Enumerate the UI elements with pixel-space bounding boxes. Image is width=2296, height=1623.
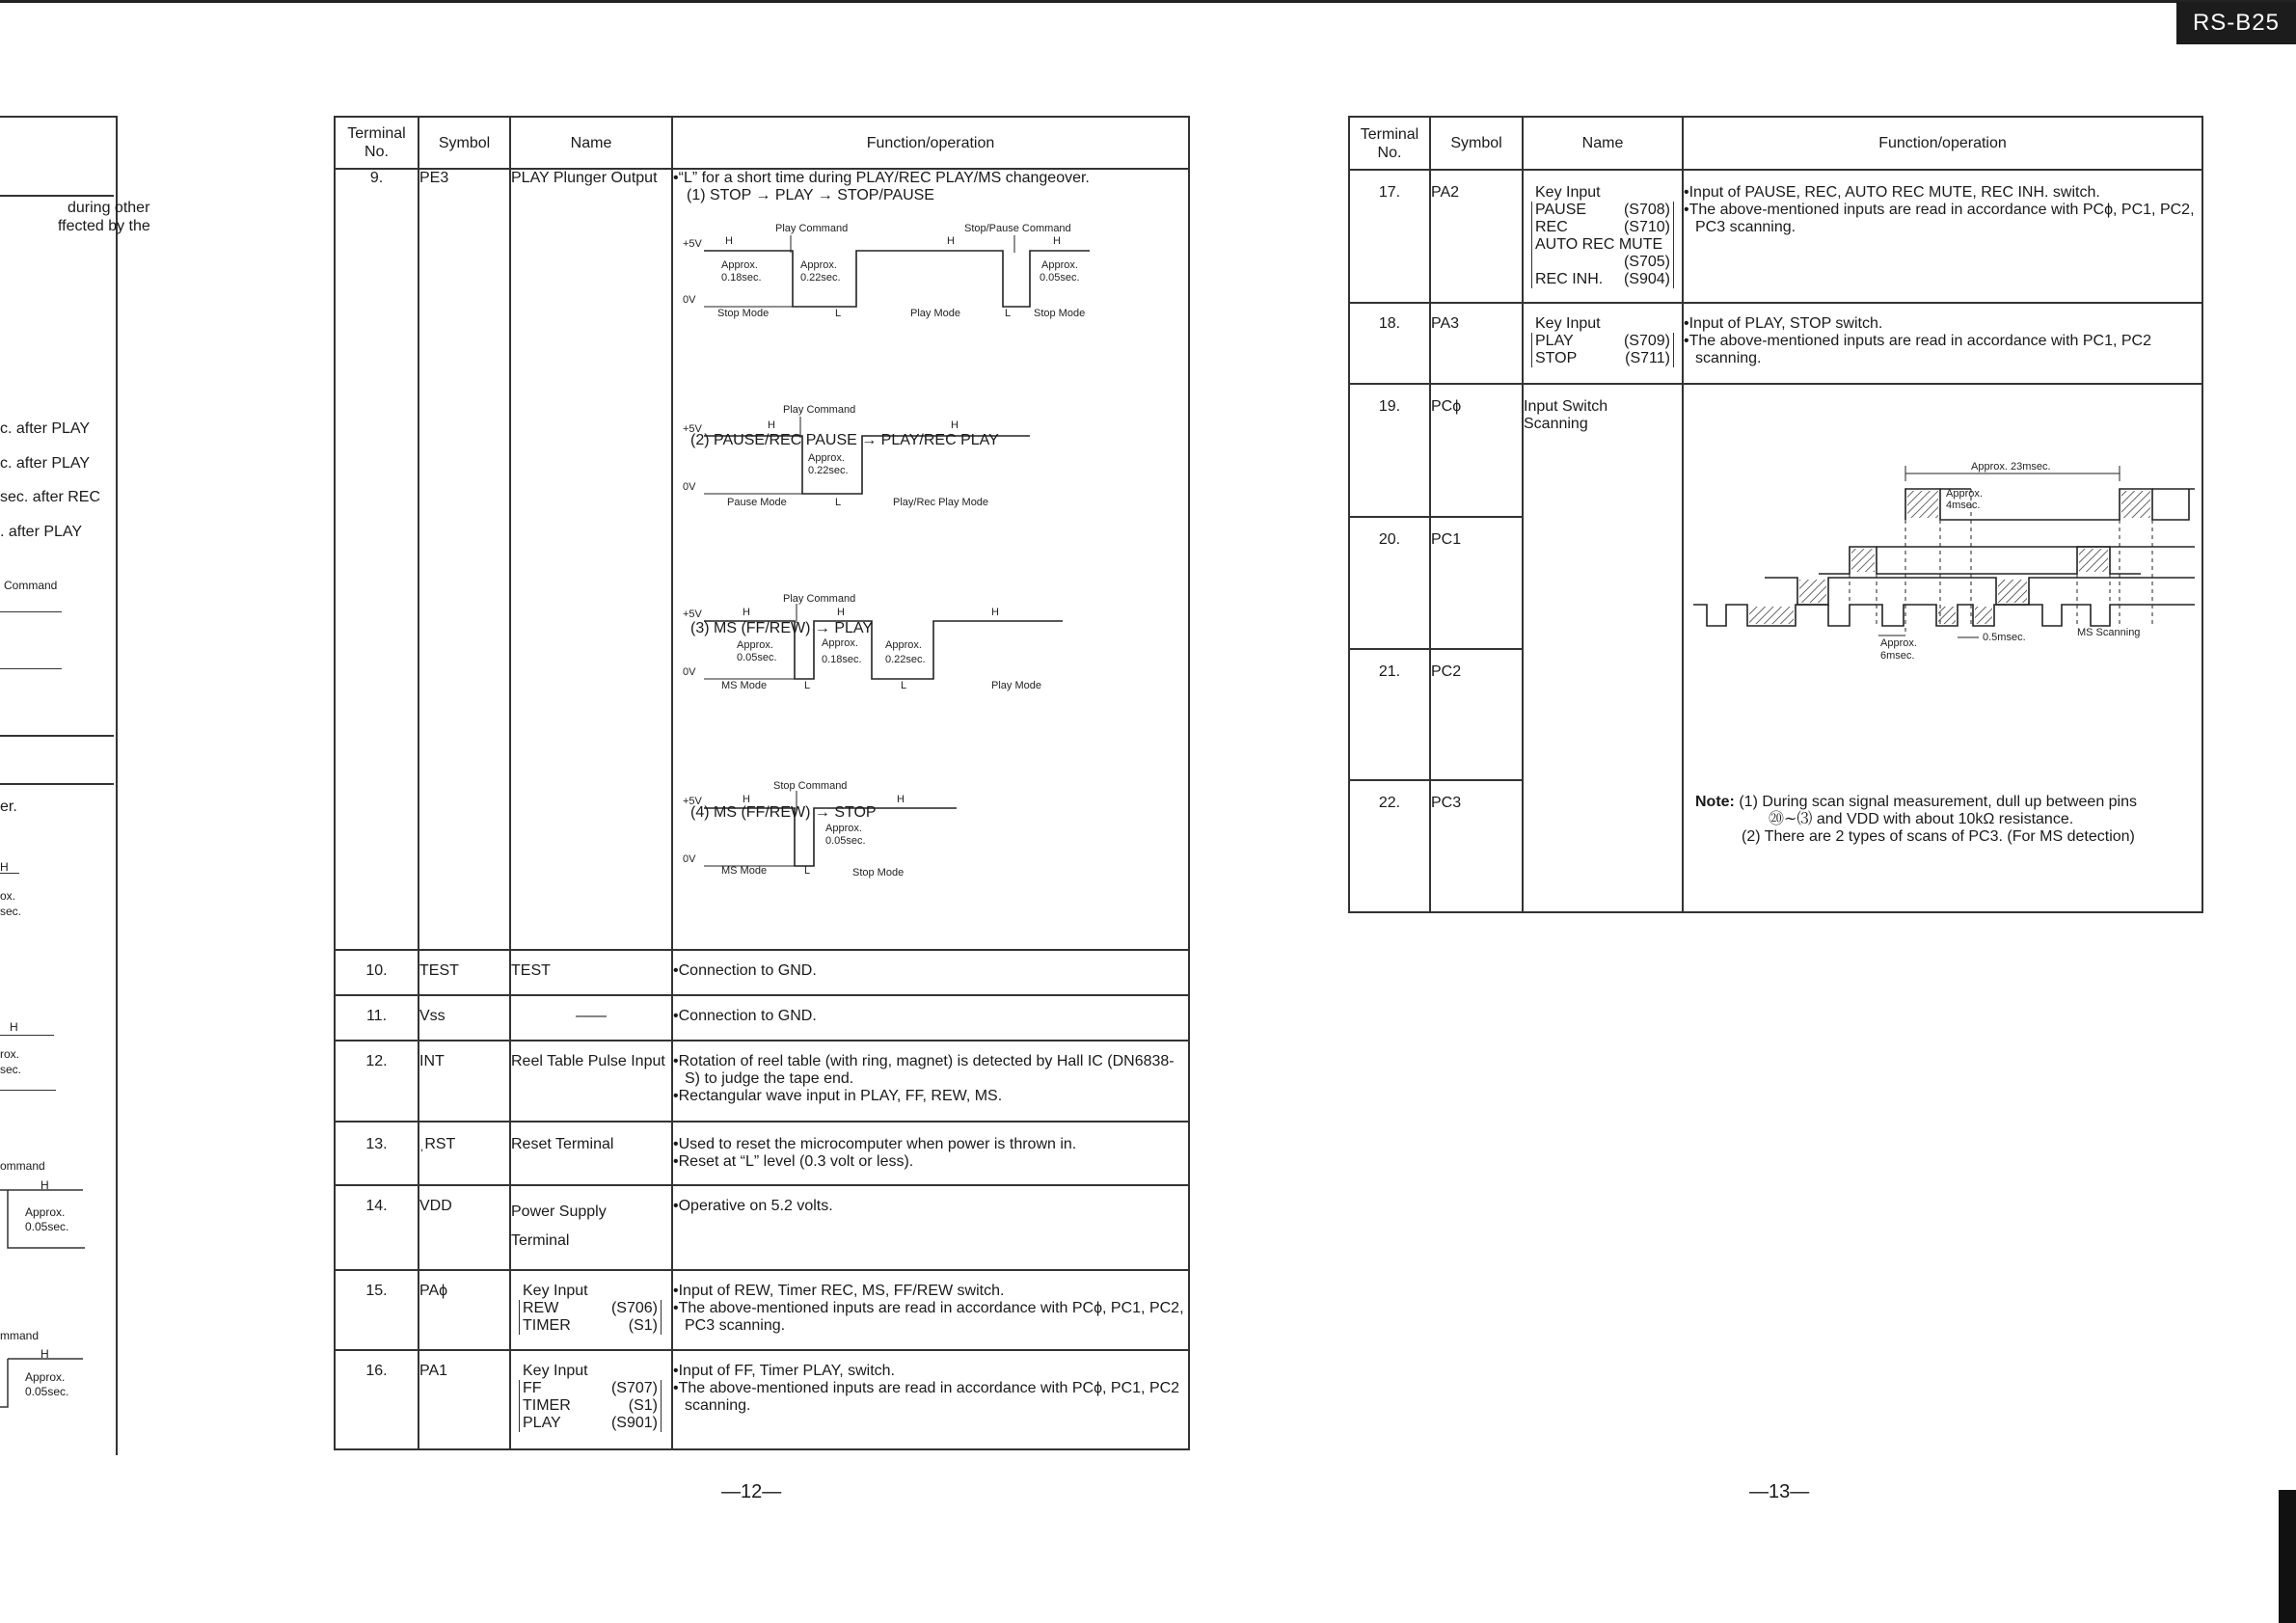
function-cell [672, 169, 1189, 950]
table-row [1349, 384, 2202, 517]
key-ref: (S710) [1623, 219, 1670, 235]
fragment-text: Command [4, 579, 58, 592]
name-line: Terminal [511, 1232, 570, 1249]
previous-page-fragment [0, 116, 118, 1455]
fragment-text: c. after PLAY [0, 420, 91, 437]
wave-label: H [991, 607, 999, 618]
terminal-number: 15. [335, 1270, 419, 1350]
note-label: Note: [1695, 794, 1735, 810]
wave-label: Approx. [825, 823, 862, 834]
key-list [1531, 202, 1674, 288]
wave-label: Stop Command [773, 780, 848, 792]
wave-label: L [901, 680, 907, 691]
function-text: • Rotation of reel table (with ring, magnet) is detected by Hall IC (DN6838-S) to judge the tape end. [673, 1053, 1188, 1088]
terminal-name [510, 1185, 672, 1270]
plunger-timing-diagrams [683, 220, 1184, 972]
fragment-text: Approx. [25, 1370, 66, 1384]
wave-label: L [835, 497, 842, 508]
key-ref: (S705) [1623, 254, 1670, 270]
terminal-number: 21. [1349, 649, 1430, 780]
terminal-number: 22. [1349, 780, 1430, 912]
wave-label: MS Mode [721, 680, 768, 691]
table-row [335, 1122, 1189, 1185]
table-row [335, 995, 1189, 1041]
terminal-symbol: INT [419, 1041, 510, 1122]
terminal-symbol: VDD [419, 1185, 510, 1270]
function-text: • Input of REW, Timer REC, MS, FF/REW switch. [673, 1283, 1188, 1300]
wave-label: 0.22sec. [808, 465, 849, 476]
terminal-symbol: PAϕ [419, 1270, 510, 1350]
wave-label: Stop Mode [1034, 308, 1086, 319]
fragment-line [0, 1035, 54, 1036]
name-line: Key Input [1535, 315, 1601, 332]
function-text: • Operative on 5.2 volts. [673, 1198, 1188, 1215]
fragment-waveform [0, 1355, 87, 1413]
wave-label: Play/Rec Play Mode [893, 497, 989, 508]
wave-label: H [1053, 235, 1061, 247]
column-header: Name [1523, 117, 1683, 170]
page-number: —13— [1749, 1481, 1810, 1502]
key-name: PLAY [523, 1415, 561, 1431]
column-header: Name [510, 117, 672, 169]
terminal-symbol: TEST [419, 950, 510, 995]
wave-label: Play Command [783, 404, 856, 416]
wave-label: Approx. [808, 452, 845, 464]
key-ref: (S709) [1623, 333, 1670, 349]
key-list [519, 1300, 662, 1335]
function-cell [1683, 303, 2202, 384]
fragment-text: ox. [0, 889, 16, 903]
name-line: Key Input [523, 1283, 588, 1299]
scan-label: 6msec. [1880, 650, 1915, 662]
wave-label: 0.18sec. [721, 272, 762, 284]
page-number: —12— [721, 1481, 782, 1502]
function-cell [672, 1185, 1189, 1270]
wave-label: 0.18sec. [822, 654, 862, 665]
key-list [519, 1380, 662, 1432]
fragment-text: ommand [0, 1159, 45, 1173]
fragment-text: sec. after REC [0, 489, 101, 505]
terminal-number: 16. [335, 1350, 419, 1449]
name-line: Key Input [1535, 184, 1601, 201]
wave-label: Stop/Pause Command [964, 223, 1071, 234]
subtitle: (1) STOP → PLAY → STOP/PAUSE [687, 187, 934, 203]
wave-label: Stop Mode [717, 308, 770, 319]
note-line: ⑳∼⑶ and VDD with about 10kΩ resistance. [1769, 811, 2074, 827]
wave-label: +5V [683, 238, 702, 250]
wave-label: Play Mode [991, 680, 1041, 691]
terminal-number: 12. [335, 1041, 419, 1122]
name-line: Scanning [1524, 416, 1588, 432]
fragment-text: H [41, 1347, 49, 1361]
key-ref: (S708) [1623, 202, 1670, 218]
function-text: • Connection to GND. [673, 1008, 1188, 1025]
function-text: • Reset at “L” level (0.3 volt or less). [673, 1153, 1188, 1171]
name-line: Input Switch [1524, 398, 1608, 415]
terminal-number: 14. [335, 1185, 419, 1270]
terminal-symbol: ˌRST [419, 1122, 510, 1185]
wave-label: +5V [683, 423, 702, 435]
key-ref: (S904) [1623, 271, 1670, 287]
terminal-symbol: PA1 [419, 1350, 510, 1449]
fragment-text: sec. [0, 1063, 22, 1076]
function-cell [1683, 384, 2202, 912]
wave-label: L [1005, 308, 1012, 319]
wave-label: H [947, 235, 955, 247]
fragment-text: rox. [0, 1047, 20, 1061]
function-text: • Input of PAUSE, REC, AUTO REC MUTE, REC INH. switch. [1684, 184, 2201, 202]
fragment-text: ffected by the [58, 218, 150, 234]
wave-label: H [743, 607, 750, 618]
fragment-text: H [0, 860, 9, 874]
wave-label: L [804, 680, 811, 691]
fragment-text: Approx. [25, 1205, 66, 1219]
key-name: AUTO REC MUTE [1535, 236, 1663, 253]
key-ref: (S711) [1625, 350, 1670, 366]
table-row [335, 169, 1189, 950]
wave-label: 0.22sec. [885, 654, 926, 665]
terminal-table-page-13 [1348, 116, 2203, 913]
column-header: Symbol [1430, 117, 1523, 170]
terminal-table-page-12 [334, 116, 1190, 1450]
wave-label: +5V [683, 609, 702, 620]
scan-label: Approx. 23msec. [1971, 461, 2051, 473]
function-text: • The above-mentioned inputs are read in accordance with PCϕ, PC1, PC2, PC3 scanning. [1684, 202, 2201, 236]
subtitle: (3) MS (FF/REW) → PLAY [690, 620, 874, 636]
key-name: REC INH. [1535, 271, 1604, 287]
fragment-text: . after PLAY [0, 524, 83, 540]
terminal-symbol: PC1 [1430, 517, 1523, 649]
wave-label: Approx. [721, 259, 758, 271]
column-header: Function/operation [672, 117, 1189, 169]
function-text: • The above-mentioned inputs are read in accordance with PCϕ, PC1, PC2 scanning. [673, 1380, 1188, 1415]
wave-label: L [835, 308, 842, 319]
function-text: • The above-mentioned inputs are read in accordance with PC1, PC2 scanning. [1684, 333, 2201, 367]
function-cell [1683, 170, 2202, 303]
terminal-number: 17. [1349, 170, 1430, 303]
key-ref: (S707) [610, 1380, 658, 1396]
key-name: TIMER [523, 1397, 571, 1414]
fragment-text: 0.05sec. [25, 1220, 69, 1233]
terminal-number: 20. [1349, 517, 1430, 649]
wave-label: Approx. [885, 639, 922, 651]
key-ref: (S901) [610, 1415, 658, 1431]
table-row [1349, 303, 2202, 384]
wave-label: L [804, 865, 811, 877]
key-name: REW [523, 1300, 559, 1316]
function-text: • Input of PLAY, STOP switch. [1684, 315, 2201, 333]
wave-label: Approx. [737, 639, 773, 651]
column-header: Symbol [419, 117, 510, 169]
terminal-name [1523, 170, 1683, 303]
table-row [335, 1041, 1189, 1122]
edge-bar [2279, 1490, 2296, 1623]
fragment-text: sec. [0, 905, 22, 918]
wave-label: Stop Mode [852, 867, 905, 879]
table-header-row [335, 117, 1189, 169]
note-line: (1) During scan signal measurement, dull up between pins [1739, 794, 2138, 810]
terminal-number: 19. [1349, 384, 1430, 517]
terminal-name: Reel Table Pulse Input [510, 1041, 672, 1122]
terminal-number: 9. [335, 169, 419, 950]
wave-label: H [951, 419, 959, 431]
table-row [335, 1270, 1189, 1350]
terminal-symbol: PA2 [1430, 170, 1523, 303]
name-line: Key Input [523, 1363, 588, 1379]
fragment-line [0, 668, 62, 669]
terminal-name [510, 1270, 672, 1350]
terminal-name [510, 1350, 672, 1449]
column-header: Terminal No. [335, 117, 419, 169]
fragment-text: H [10, 1020, 18, 1034]
wave-label: H [897, 794, 905, 805]
function-text: • Connection to GND. [673, 962, 1188, 980]
wave-label: Play Mode [910, 308, 960, 319]
fragment-line [0, 611, 62, 612]
key-name: PLAY [1535, 333, 1574, 349]
fragment-text: 0.05sec. [25, 1385, 69, 1398]
top-rule [0, 0, 2296, 3]
column-header: Terminal No. [1349, 117, 1430, 170]
terminal-symbol: PA3 [1430, 303, 1523, 384]
wave-label: H [768, 419, 775, 431]
wave-label: H [725, 235, 733, 247]
key-name: STOP [1535, 350, 1578, 366]
terminal-name: Reset Terminal [510, 1122, 672, 1185]
function-text: • Used to reset the microcomputer when power is thrown in. [673, 1136, 1188, 1153]
wave-label: 0.05sec. [1040, 272, 1080, 284]
wave-label: Play Command [783, 593, 856, 605]
terminal-symbol: PC3 [1430, 780, 1523, 912]
table-row [335, 1350, 1189, 1449]
terminal-number: 10. [335, 950, 419, 995]
wave-label: H [837, 607, 845, 618]
terminal-name [1523, 384, 1683, 912]
scan-label: MS Scanning [2077, 627, 2141, 638]
wave-label: Approx. [1041, 259, 1078, 271]
key-ref: (S1) [628, 1317, 658, 1334]
wave-label: 0.22sec. [800, 272, 841, 284]
function-cell [672, 995, 1189, 1041]
terminal-symbol: PCϕ [1430, 384, 1523, 517]
fragment-line [0, 873, 19, 874]
wave-label: 0V [683, 294, 696, 306]
name-line: Power Supply [511, 1204, 607, 1220]
table-header-row [1349, 117, 2202, 170]
subtitle: (4) MS (FF/REW) → STOP [690, 804, 877, 821]
terminal-name: —— [510, 995, 672, 1041]
wave-label: 0V [683, 481, 696, 493]
terminal-name [1523, 303, 1683, 384]
function-text: • Input of FF, Timer PLAY, switch. [673, 1363, 1188, 1380]
key-name: TIMER [523, 1317, 571, 1334]
wave-label: MS Mode [721, 865, 768, 877]
function-cell [672, 1041, 1189, 1122]
wave-label: H [743, 794, 750, 805]
wave-label: 0V [683, 666, 696, 678]
terminal-symbol: PC2 [1430, 649, 1523, 780]
wave-label: Pause Mode [727, 497, 787, 508]
terminal-number: 11. [335, 995, 419, 1041]
key-ref: (S706) [610, 1300, 658, 1316]
wave-label: Play Command [775, 223, 849, 234]
key-list [1531, 333, 1674, 367]
wave-label: Approx. [822, 637, 858, 649]
fragment-text: er. [0, 798, 17, 815]
function-cell [672, 1270, 1189, 1350]
function-text: • “L” for a short time during PLAY/REC PLAY/MS changeover. [673, 170, 1188, 187]
terminal-number: 13. [335, 1122, 419, 1185]
key-ref: (S1) [628, 1397, 658, 1414]
scan-label: Approx. [1880, 637, 1917, 649]
scan-label: 0.5msec. [1983, 632, 2026, 643]
function-text: • Rectangular wave input in PLAY, FF, REW, MS. [673, 1088, 1188, 1105]
fragment-text: H [41, 1178, 49, 1192]
terminal-symbol: PE3 [419, 169, 510, 950]
model-tag: RS-B25 [2176, 2, 2296, 44]
key-name: REC [1535, 219, 1568, 235]
scan-note [1695, 794, 2197, 846]
terminal-number: 18. [1349, 303, 1430, 384]
note-line: (2) There are 2 types of scans of PC3. (For MS detection) [1742, 828, 2135, 845]
fragment-text: mmand [0, 1329, 40, 1342]
scan-label: 4msec. [1946, 500, 1981, 511]
wave-label: Approx. [800, 259, 837, 271]
wave-label: 0V [683, 853, 696, 865]
function-cell [672, 1350, 1189, 1449]
table-row [335, 1185, 1189, 1270]
wave-label: 0.05sec. [825, 835, 866, 847]
fragment-text: c. after PLAY [0, 455, 91, 472]
function-text: • The above-mentioned inputs are read in accordance with PCϕ, PC1, PC2, PC3 scanning. [673, 1300, 1188, 1335]
subtitle: (2) PAUSE/REC PAUSE → PLAY/REC PLAY [690, 432, 999, 448]
function-cell [672, 1122, 1189, 1185]
terminal-name: TEST [510, 950, 672, 995]
fragment-line [0, 1090, 56, 1091]
table-row [1349, 170, 2202, 303]
fragment-text: during other [68, 200, 150, 216]
key-name: PAUSE [1535, 202, 1587, 218]
column-header: Function/operation [1683, 117, 2202, 170]
terminal-name: PLAY Plunger Output [510, 169, 672, 950]
scan-label: Approx. [1946, 488, 1983, 500]
wave-label: +5V [683, 796, 702, 807]
key-name: FF [523, 1380, 542, 1396]
terminal-symbol: Vss [419, 995, 510, 1041]
wave-label: 0.05sec. [737, 652, 777, 663]
